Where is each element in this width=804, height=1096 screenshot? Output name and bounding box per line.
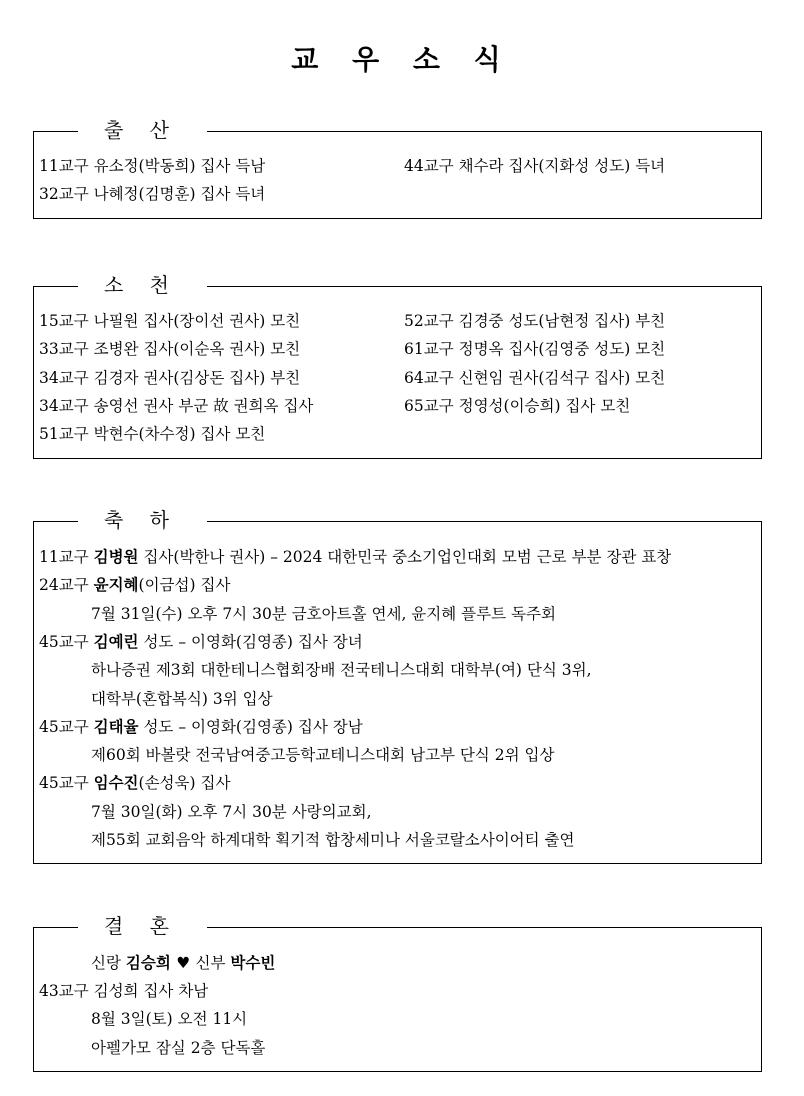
- congrats-detail-line: 대학부(혼합복식) 3위 입상: [91, 690, 273, 708]
- congrats-entry: [39, 632, 363, 652]
- entry-detail: 집사(박한나 권사) – 2024 대한민국 중소기업인대회 모범 근로 부분 장관 표창: [138, 548, 672, 566]
- bride-name: 박수빈: [230, 953, 276, 972]
- entry-prefix: 45교구: [39, 633, 94, 651]
- congrats-section: [33, 508, 762, 864]
- funeral-entry: 34교구 송영선 권사 부군 故 권희옥 집사: [39, 397, 314, 415]
- wedding-section: [33, 914, 762, 1072]
- heart-icon: ♥: [170, 953, 196, 972]
- birth-entry: 11교구 유소정(박동희) 집사 득남: [39, 157, 266, 175]
- entry-name: 김태율: [93, 717, 139, 736]
- funeral-entry: 34교구 김경자 권사(김상돈 집사) 부친: [39, 369, 301, 387]
- groom-name: 김승희: [125, 953, 171, 972]
- entry-name: 김병원: [93, 547, 139, 566]
- funeral-entry: 61교구 정명옥 집사(김영중 성도) 모친: [404, 340, 666, 358]
- congrats-entry: [39, 717, 363, 737]
- wedding-venue: 아펠가모 잠실 2층 단독홀: [91, 1039, 266, 1057]
- entry-prefix: 11교구: [39, 548, 94, 566]
- wedding-parent: 43교구 김성희 집사 차남: [39, 982, 209, 1000]
- congrats-entry: [39, 547, 671, 567]
- congrats-detail-line: 제60회 바볼랏 전국남여중고등학교테니스대회 남고부 단식 2위 입상: [91, 746, 555, 764]
- funeral-entry: 52교구 김경중 성도(남현정 집사) 부친: [404, 312, 666, 330]
- page-title: 교 우 소 식: [291, 43, 513, 76]
- funeral-section-title: 소 천: [78, 272, 207, 298]
- birth-entry: 44교구 채수라 집사(지화성 성도) 득녀: [404, 157, 666, 175]
- congrats-entry: [39, 575, 230, 595]
- entry-name: 윤지혜: [93, 575, 139, 594]
- funeral-entry: 15교구 나필원 집사(장이선 권사) 모친: [39, 312, 301, 330]
- wedding-couple: [91, 953, 275, 973]
- congrats-detail-line: 7월 30일(화) 오후 7시 30분 사랑의교회,: [91, 803, 372, 821]
- congrats-detail-line: 제55회 교회음악 하계대학 획기적 합창세미나 서울코랄소사이어티 출연: [91, 831, 575, 849]
- entry-detail: 성도 – 이영화(김영종) 집사 장남: [138, 718, 363, 736]
- birth-entry: 32교구 나혜정(김명훈) 집사 득녀: [39, 185, 266, 203]
- birth-section-title: 출 산: [78, 117, 207, 143]
- funeral-entry: 64교구 신현임 권사(김석구 집사) 모친: [404, 369, 666, 387]
- entry-detail: 성도 – 이영화(김영종) 집사 장녀: [138, 633, 363, 651]
- groom-label: 신랑: [91, 954, 126, 972]
- funeral-entry: 51교구 박현수(차수정) 집사 모친: [39, 425, 266, 443]
- entry-name: 김예린: [93, 632, 139, 651]
- congrats-entry: [39, 773, 230, 793]
- congrats-detail-line: 하나증권 제3회 대한테니스협회장배 전국테니스대회 대학부(여) 단식 3위,: [91, 661, 592, 679]
- entry-name: 임수진: [93, 773, 139, 792]
- funeral-entry: 33교구 조병완 집사(이순옥 권사) 모친: [39, 340, 301, 358]
- birth-section: [33, 118, 762, 219]
- funeral-section: [33, 273, 762, 459]
- entry-prefix: 24교구: [39, 576, 94, 594]
- wedding-date: 8월 3일(토) 오전 11시: [91, 1010, 248, 1028]
- entry-detail: (손성욱) 집사: [138, 774, 231, 792]
- funeral-entry: 65교구 정영성(이승희) 집사 모친: [404, 397, 631, 415]
- congrats-section-title: 축 하: [78, 507, 207, 533]
- congrats-detail-line: 7월 31일(수) 오후 7시 30분 금호아트홀 연세, 윤지혜 플루트 독주회: [91, 605, 556, 623]
- entry-prefix: 45교구: [39, 774, 94, 792]
- entry-prefix: 45교구: [39, 718, 94, 736]
- entry-detail: (이금섭) 집사: [138, 576, 231, 594]
- wedding-section-title: 결 혼: [78, 913, 207, 939]
- bride-label: 신부: [195, 954, 231, 972]
